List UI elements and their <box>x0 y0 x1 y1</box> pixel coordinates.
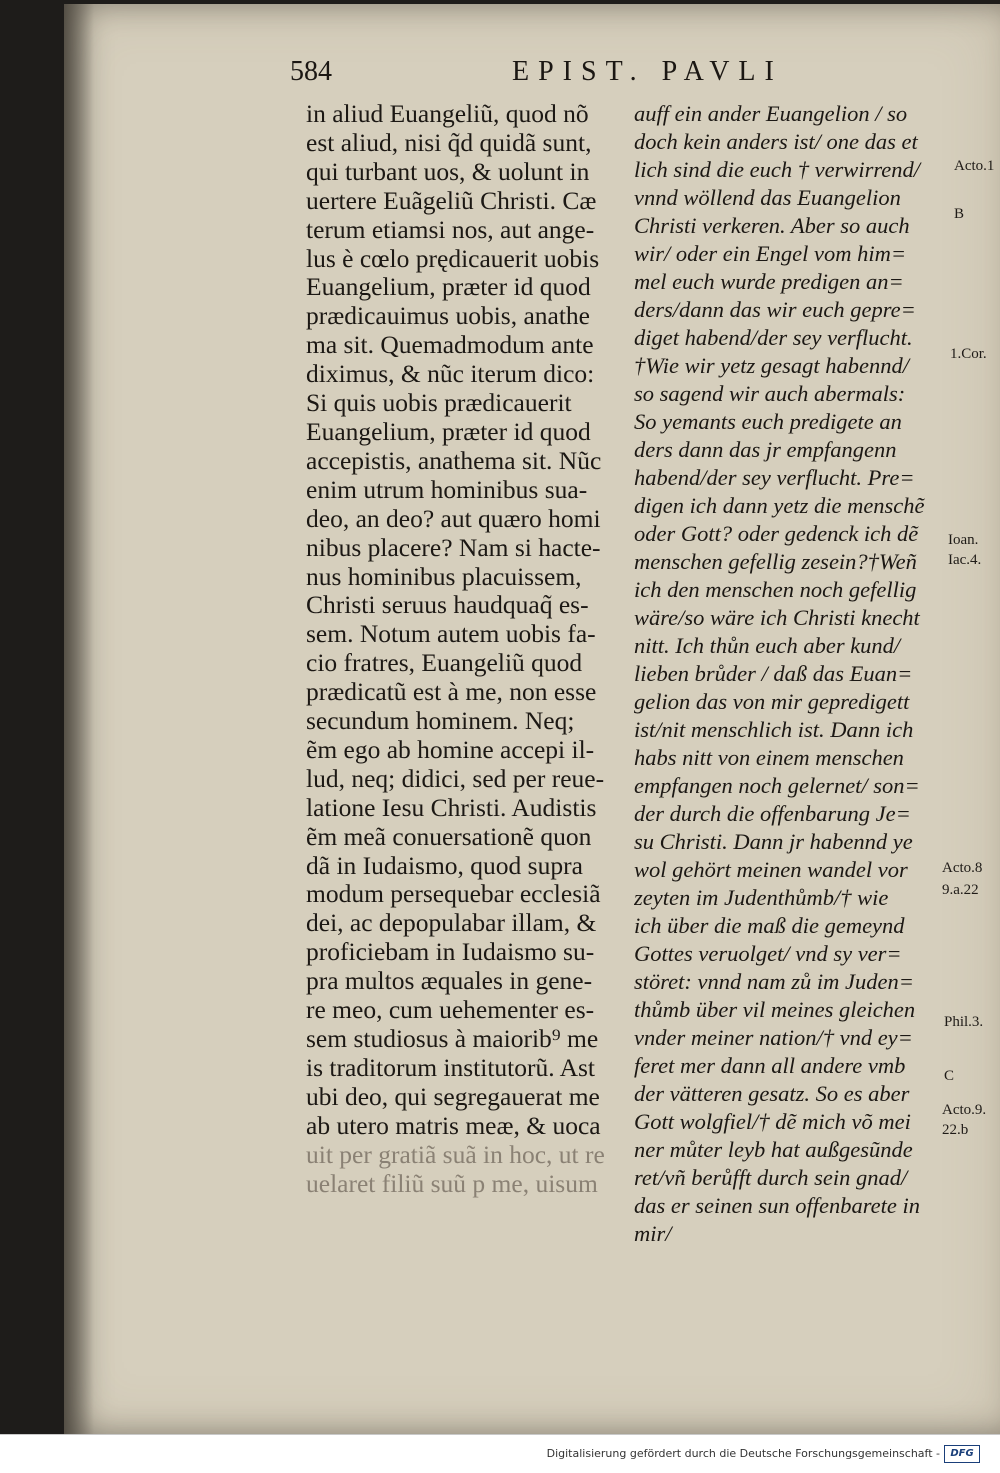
text-line: qui turbant uos, & uolunt in <box>306 157 590 186</box>
text-line: is traditorum institutorũ. Ast <box>306 1053 596 1082</box>
text-line: ders dann das jr empfangenn <box>634 437 897 462</box>
text-line: ẽm meã conuersationẽ quon <box>306 822 592 851</box>
text-line: digen ich dann yetz die menschẽ <box>634 493 925 518</box>
text-line: Euangelium, præter id quod <box>306 417 591 446</box>
text-line: ders/dann das wir euch gepre= <box>634 297 916 322</box>
footer-credit: Digitalisierung gefördert durch die Deutsche Forschungsgemeinschaft - <box>546 1447 940 1460</box>
text-line: proficiebam in Iudaismo su- <box>306 938 595 967</box>
text-line: uertere Euãgeliũ Christi. Cæ <box>306 186 597 215</box>
text-line: accepistis, anathema sit. Nũc <box>306 446 602 475</box>
book-page <box>64 4 1000 1434</box>
text-line: mir/ <box>634 1221 672 1246</box>
text-line: zeyten im Judenthůmb/† wie <box>634 885 889 910</box>
text-line: prædicauimus uobis, anathe <box>306 302 590 331</box>
text-line: lich sind die euch † verwirrend/ <box>634 157 920 182</box>
text-line: ist/nit menschlich ist. Dann ich <box>634 717 914 742</box>
text-line: nitt. Ich thůn euch aber kund/ <box>634 633 901 658</box>
footer-bar <box>0 1434 1000 1473</box>
margin-note: 9.a.22 <box>942 882 979 898</box>
margin-note: Iac.4. <box>948 552 982 568</box>
text-line: Gottes veruolget/ vnd sy ver= <box>634 941 902 966</box>
margin-note: C <box>944 1068 955 1084</box>
text-line: diximus, & nũc iterum dico: <box>306 360 595 389</box>
text-line: gelion das von mir gepredigett <box>634 689 910 714</box>
text-line: su Christi. Dann jr habennd ye <box>634 829 913 854</box>
text-line: nus hominibus placuissem, <box>306 562 582 591</box>
text-line: So yemants euch predigete an <box>634 409 902 434</box>
text-line: das er seinen sun offenbarete in <box>634 1193 920 1218</box>
text-line: re meo, cum uehementer es- <box>306 996 595 1025</box>
page-gutter-shadow <box>64 4 94 1434</box>
text-line: latione Iesu Christi. Audistis <box>306 793 597 822</box>
margin-note: Ioan. <box>948 532 979 548</box>
latin-column <box>306 100 616 1198</box>
margin-note: Acto.1 <box>954 158 995 174</box>
text-line: cio fratres, Euangeliũ quod <box>306 649 583 678</box>
text-line: ich den menschen noch gefellig <box>634 577 917 602</box>
margin-note: B <box>954 206 965 222</box>
margin-note: Acto.8 <box>942 860 983 876</box>
text-line: Christi seruus haudquaq̃ es- <box>306 591 589 620</box>
text-line: empfangen noch gelernet/ son= <box>634 773 920 798</box>
text-line: ẽm ego ab homine accepi il- <box>306 735 595 764</box>
text-line: pra multos æquales in gene- <box>306 967 593 996</box>
text-line: doch kein anders ist/ one das et <box>634 129 918 154</box>
text-line: mel euch wurde predigen an= <box>634 269 904 294</box>
text-line: ich über die maß die gemeynd <box>634 913 905 938</box>
text-line: wir/ oder ein Engel vom him= <box>634 241 907 266</box>
text-line: Si quis uobis prædicauerit <box>306 389 572 418</box>
running-head: EPIST. PAVLI <box>512 56 783 87</box>
text-line: uelaret filiũ suũ p me, uisum <box>306 1169 598 1198</box>
text-line: wol gehört meinen wandel vor <box>634 857 908 882</box>
text-line: lieben brůder / daß das Euan= <box>634 661 913 686</box>
text-line: prædicatũ est à me, non esse <box>306 678 597 707</box>
text-line: ner můter leyb hat außgesũnde <box>634 1137 913 1162</box>
margin-note: Acto.9. <box>942 1102 987 1118</box>
text-line: ma sit. Quemadmodum ante <box>306 331 594 360</box>
text-line: terum etiamsi nos, aut ange- <box>306 215 595 244</box>
text-line: est aliud, nisi q̃d quidã sunt, <box>306 128 592 157</box>
text-line: auff ein ander Euangelion / so <box>634 101 908 126</box>
text-line: sem studiosus à maiorib⁹ me <box>306 1025 599 1053</box>
text-line: modum persequebar ecclesiã <box>306 880 601 909</box>
text-line: habend/der sey verflucht. Pre= <box>634 465 915 490</box>
text-line: lus è cœlo prędicauerit uobis <box>306 244 600 273</box>
text-line: der vätteren gesatz. So es aber <box>634 1081 910 1106</box>
text-line: menschen gefellig zesein?†Weñ <box>634 549 917 574</box>
text-line: lud, neq; didici, sed per reue- <box>306 764 605 793</box>
text-line: †Wie wir yetz gesagt habennd/ <box>634 353 909 378</box>
text-line: secundum hominem. Neq; <box>306 707 575 736</box>
margin-note: 1.Cor. <box>950 346 987 362</box>
text-line: uit per gratiã suã in hoc, ut re <box>306 1140 605 1169</box>
margin-note: Phil.3. <box>944 1014 984 1030</box>
text-line: der durch die offenbarung Je= <box>634 801 911 826</box>
page-number: 584 <box>290 56 332 87</box>
text-line: dei, ac depopulabar illam, & <box>306 909 597 938</box>
text-line: diget habend/der sey verflucht. <box>634 325 913 350</box>
text-line: so sagend wir auch abermals: <box>634 381 906 406</box>
text-line: Christi verkeren. Aber so auch <box>634 213 910 238</box>
text-line: feret mer dann all andere vmb <box>634 1053 906 1078</box>
text-line: sem. Notum autem uobis fa- <box>306 620 596 649</box>
dfg-logo: DFG <box>944 1445 980 1463</box>
text-line: vnder meiner nation/† vnd ey= <box>634 1025 913 1050</box>
text-line: oder Gott? oder gedenck ich dẽ <box>634 521 919 546</box>
text-line: ret/vñ berůfft durch sein gnad/ <box>634 1165 908 1190</box>
margin-note: 22.b <box>942 1122 969 1138</box>
text-line: ubi deo, qui segregauerat me <box>306 1082 600 1111</box>
text-line: deo, an deo? aut quæro homi <box>306 504 601 533</box>
page-header <box>290 56 1000 96</box>
text-line: Gott wolgfiel/† dẽ mich võ mei <box>634 1109 911 1134</box>
text-line: vnnd wöllend das Euangelion <box>634 185 901 210</box>
text-line: dã in Iudaismo, quod supra <box>306 851 583 880</box>
text-line: thůmb über vil meines gleichen <box>634 997 916 1022</box>
text-line: nibus placere? Nam si hacte- <box>306 533 601 562</box>
text-line: Euangelium, præter id quod <box>306 273 591 302</box>
german-column <box>634 100 956 1248</box>
text-line: wäre/so wäre ich Christi knecht <box>634 605 920 630</box>
text-line: in aliud Euangeliũ, quod nõ <box>306 100 589 128</box>
text-line: enim utrum hominibus sua- <box>306 475 588 504</box>
text-line: ab utero matris meæ, & uoca <box>306 1111 601 1140</box>
text-line: störet: vnnd nam zů im Juden= <box>634 969 914 994</box>
text-line: habs nitt von einem menschen <box>634 745 904 770</box>
